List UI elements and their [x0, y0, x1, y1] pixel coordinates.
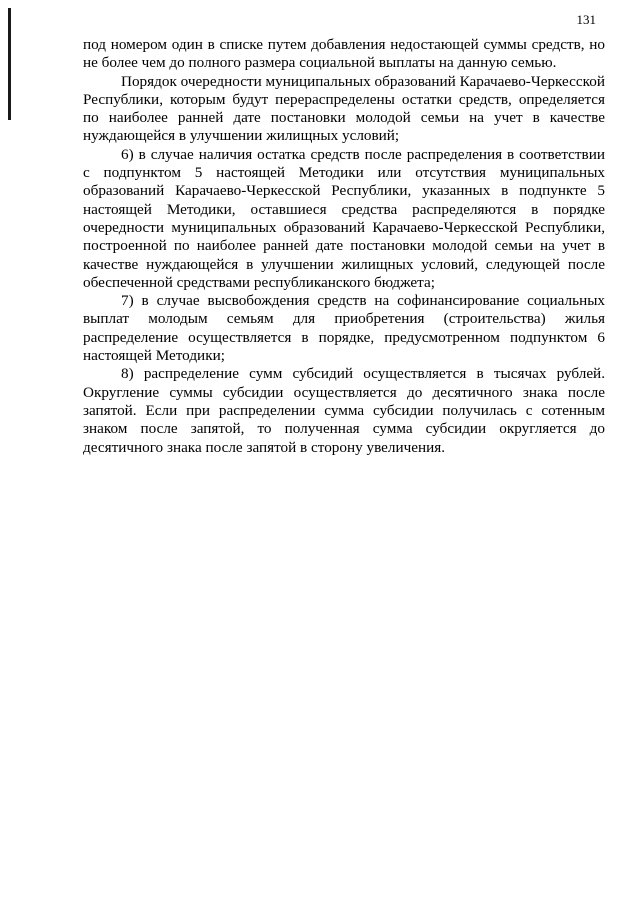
page-edge-line — [8, 8, 11, 120]
page-number: 131 — [576, 12, 596, 27]
paragraph-continuation: под номером один в списке путем добавления недостающей суммы средств, но не более чем до полного размера социальной выплаты на данную семью. — [83, 36, 605, 72]
paragraph-item-6: 6) в случае наличия остатка средств после распределения в соответствии с подпунктом 5 настоящей Методики или отсутствия муниципальных образований Карачаево-Черкесской Республики, указанных в подпункте 5 настоящей Методики, оставшиеся средства распределяются в порядке очередности муниципальных образований Карачаево-Черкесской Республики, построенной по наиболее ранней дате постановки молодой семьи на учет в качестве нуждающейся в улучшении жилищных условий, следующей после обеспеченной средствами республиканского бюджета; — [83, 145, 605, 291]
document-body — [83, 36, 605, 457]
paragraph-order-of-municipalities: Порядок очередности муниципальных образований Карачаево-Черкесской Республики, которым будут перераспределены остатки средств, определяется по наиболее ранней дате постановки молодой семьи на учет в качестве нуждающейся в улучшении жилищных условий; — [83, 72, 605, 145]
paragraph-item-7: 7) в случае высвобождения средств на софинансирование социальных выплат молодым семьям для приобретения (строительства) жилья распределение осуществляется в порядке, предусмотренном подпунктом 6 настоящей Методики; — [83, 292, 605, 365]
paragraph-item-8: 8) распределение сумм субсидий осуществляется в тысячах рублей. Округление суммы субсидии осуществляется до десятичного знака после запятой. Если при распределении сумма субсидии получилась с сотенным знаком после запятой, то полученная сумма субсидии округляется до десятичного знака после запятой в сторону увеличения. — [83, 365, 605, 456]
